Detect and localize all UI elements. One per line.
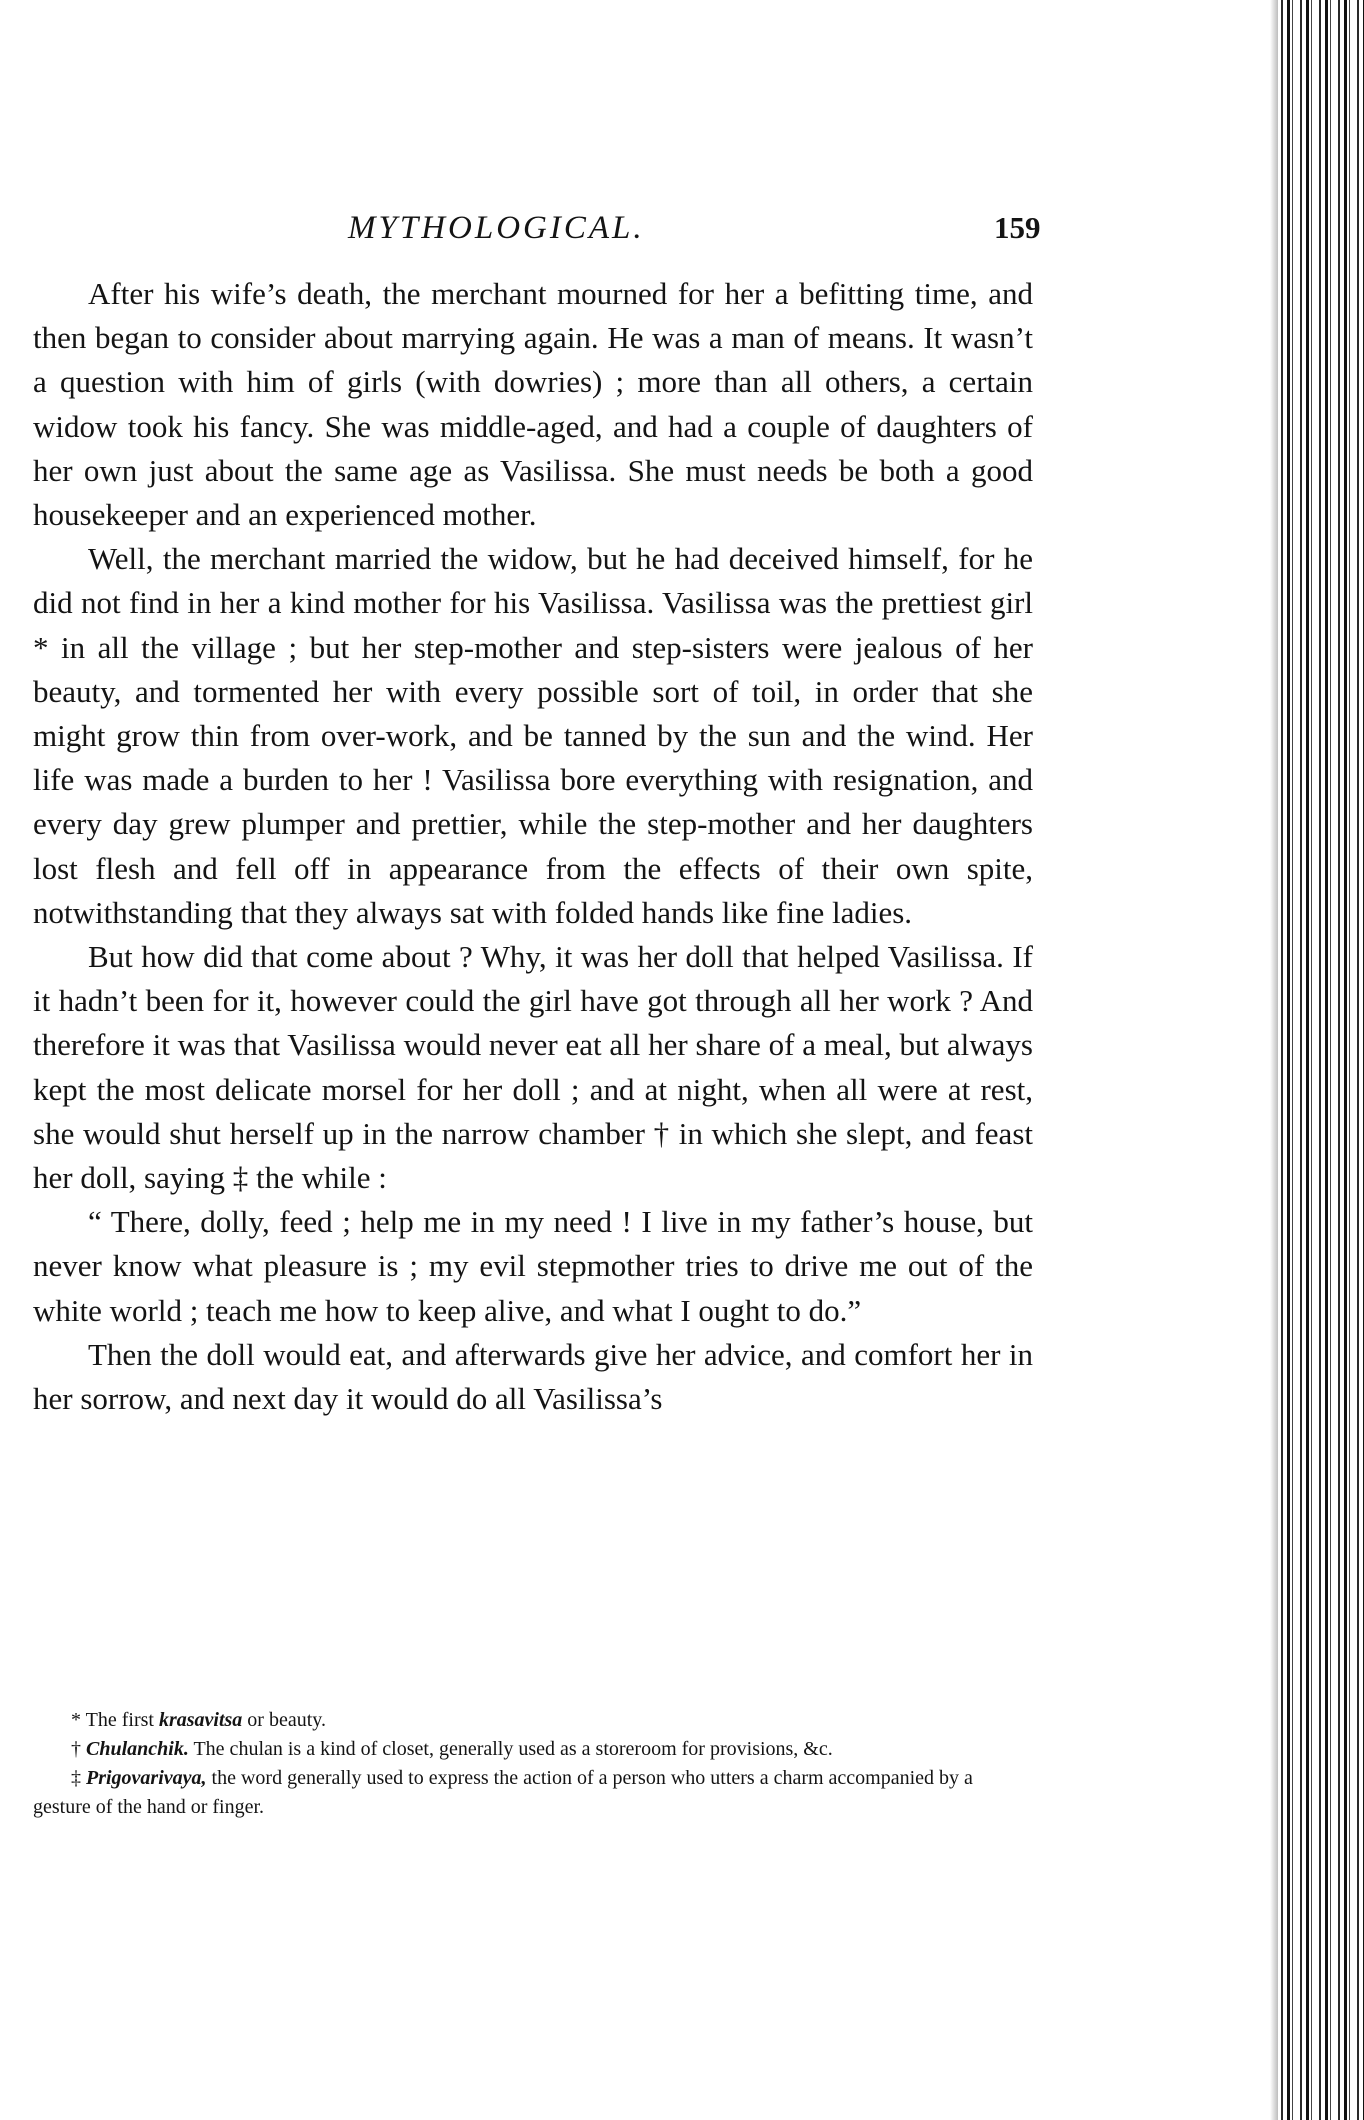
footnotes [33,1706,1033,1822]
footnote-mark: * [71,1709,81,1731]
book-spine-edge [1278,0,1364,2120]
footnote-mark: ‡ [71,1767,81,1789]
paragraph: “ There, dolly, feed ; help me in my need ! I live in my father’s house, but never know what pleasure is ; my evil stepmother tries to drive me out of the white world ; teach me how to keep alive, and what I ought to do.” [33,1204,1033,1328]
paragraph: Then the doll would eat, and afterwards give her advice, and comfort her in her sorrow, and next day it would do all Vasilissa’s [33,1336,1033,1417]
footnote-term: Chulanchik. [86,1738,189,1760]
footnote-term: krasavitsa [158,1709,243,1731]
footnote [33,1735,1033,1764]
footnote [33,1706,1033,1735]
footnote-text: or beauty. [242,1709,326,1731]
footnote-text: The chulan is a kind of closet, generally used as a storeroom for provisions, &c. [188,1738,833,1760]
paragraph: Well, the merchant married the widow, but he had deceived himself, for he did not find in her a kind mother for his Vasilissa. Vasilissa was the prettiest girl * in all the village ; but her step-mother and step-sisters were jealous of her beauty, and tormented her with every possible sort of toil, in order that she might grow thin from over-work, and be tanned by the sun and the wind. Her life was made a burden to her ! Vasilissa bore everything with resignation, and every day grew plumper and prettier, while the step-mother and her daughters lost flesh and fell off in appearance from the effects of their own spite, notwithstanding that they always sat with folded hands like fine ladies. [33,541,1033,930]
paragraph: But how did that come about ? Why, it was her doll that helped Vasilissa. If it hadn’t been for it, however could the girl have got through all her work ? And therefore it was that Vasilissa would never eat all her share of a meal, but always kept the most delicate morsel for her doll ; and at night, when all were at rest, she would shut herself up in the narrow chamber † in which she slept, and feast her doll, saying ‡ the while : [33,939,1033,1196]
footnote-mark: † [71,1738,81,1760]
footnote-text: the word generally used to express the action of a person who utters a charm accompanied by a gesture of the hand or finger. [33,1767,973,1818]
footnote-term: Prigovarivaya, [86,1767,207,1789]
footnote-pre: The first [85,1709,159,1731]
running-head: MYTHOLOGICAL. [348,210,645,246]
page-number: 159 [994,210,1041,245]
body-text [33,272,1033,1421]
footnote [33,1764,1033,1822]
page-header [30,210,1050,260]
page-edge-shadow [1270,0,1278,2120]
paragraph: After his wife’s death, the merchant mourned for her a befitting time, and then began to consider about marrying again. He was a man of means. It wasn’t a question with him of girls (with dowries) ; more than all others, a certain widow took his fancy. She was middle-aged, and had a couple of daughters of her own just about the same age as Vasilissa. She must needs be both a good housekeeper and an experienced mother. [33,276,1033,533]
